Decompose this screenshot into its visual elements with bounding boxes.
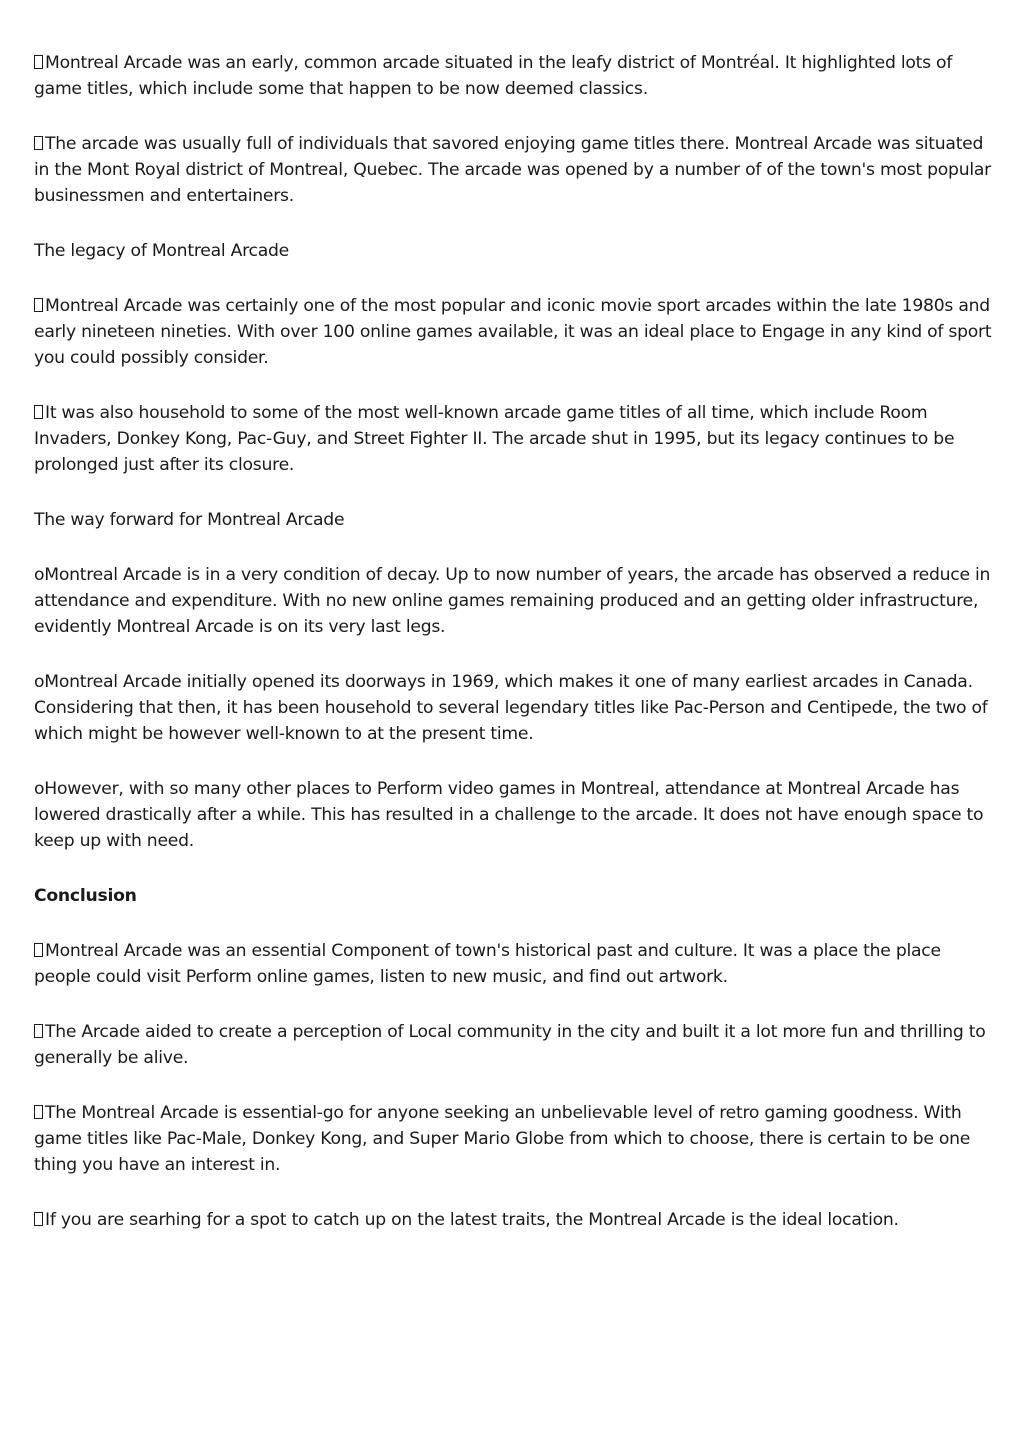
section-heading-legacy: The legacy of Montreal Arcade <box>34 241 290 261</box>
missing-glyph-icon <box>34 405 43 419</box>
missing-glyph-icon <box>34 55 43 69</box>
missing-glyph-icon <box>34 943 43 957</box>
paragraph: The Montreal Arcade is essential-go for anyone seeking an unbelievable level of retro gaming goodness. With game titles like Pac-Male, Donkey Kong, and Super Mario Globe from which to choose, there is certain to be one thing you have an interest in. <box>34 1103 971 1175</box>
section-heading-way-forward: The way forward for Montreal Arcade <box>34 510 345 530</box>
paragraph: Montreal Arcade was an early, common arcade situated in the leafy district of Montréal. It highlighted lots of game titles, which include some that happen to be now deemed classics. <box>34 53 953 99</box>
paragraph: The arcade was usually full of individuals that savored enjoying game titles there. Montreal Arcade was situated in the Mont Royal district of Montreal, Quebec. The arcade was opened by a number of of the town's most popular businessmen and entertainers. <box>34 134 991 206</box>
missing-glyph-icon <box>34 1212 43 1226</box>
paragraph: oHowever, with so many other places to Perform video games in Montreal, attendance at Montreal Arcade has lowered drastically after a while. This has resulted in a challenge to the arcade. It does not have enough space to keep up with need. <box>34 779 984 851</box>
paragraph: The Arcade aided to create a perception of Local community in the city and built it a lot more fun and thrilling to generally be alive. <box>34 1022 986 1068</box>
document-body <box>34 50 992 1262</box>
paragraph: If you are searhing for a spot to catch up on the latest traits, the Montreal Arcade is the ideal location. <box>34 1207 992 1233</box>
paragraph: It was also household to some of the most well-known arcade game titles of all time, which include Room Invaders, Donkey Kong, Pac-Guy, and Street Fighter II. The arcade shut in 1995, but its legacy continues to be prolonged just after its closure. <box>34 403 955 475</box>
paragraph: Montreal Arcade was an essential Component of town's historical past and culture. It was a place the place people could visit Perform online games, listen to new music, and find out artwork. <box>34 941 941 987</box>
paragraph: oMontreal Arcade is in a very condition of decay. Up to now number of years, the arcade has observed a reduce in attendance and expenditure. With no new online games remaining produced and an getting older infrastructure, evidently Montreal Arcade is on its very last legs. <box>34 565 991 637</box>
missing-glyph-icon <box>34 136 43 150</box>
paragraph: oMontreal Arcade initially opened its doorways in 1969, which makes it one of many earliest arcades in Canada. Considering that then, it has been household to several legendary titles like Pac-Person and Centipede, the two of which might be however well-known to at the present time. <box>34 672 988 744</box>
missing-glyph-icon <box>34 1105 43 1119</box>
paragraph: Montreal Arcade was certainly one of the most popular and iconic movie sport arcades within the late 1980s and early nineteen nineties. With over 100 online games available, it was an ideal place to Engage in any kind of sport you could possibly consider. <box>34 296 992 368</box>
missing-glyph-icon <box>34 298 43 312</box>
missing-glyph-icon <box>34 1024 43 1038</box>
conclusion-heading: Conclusion <box>34 886 137 906</box>
